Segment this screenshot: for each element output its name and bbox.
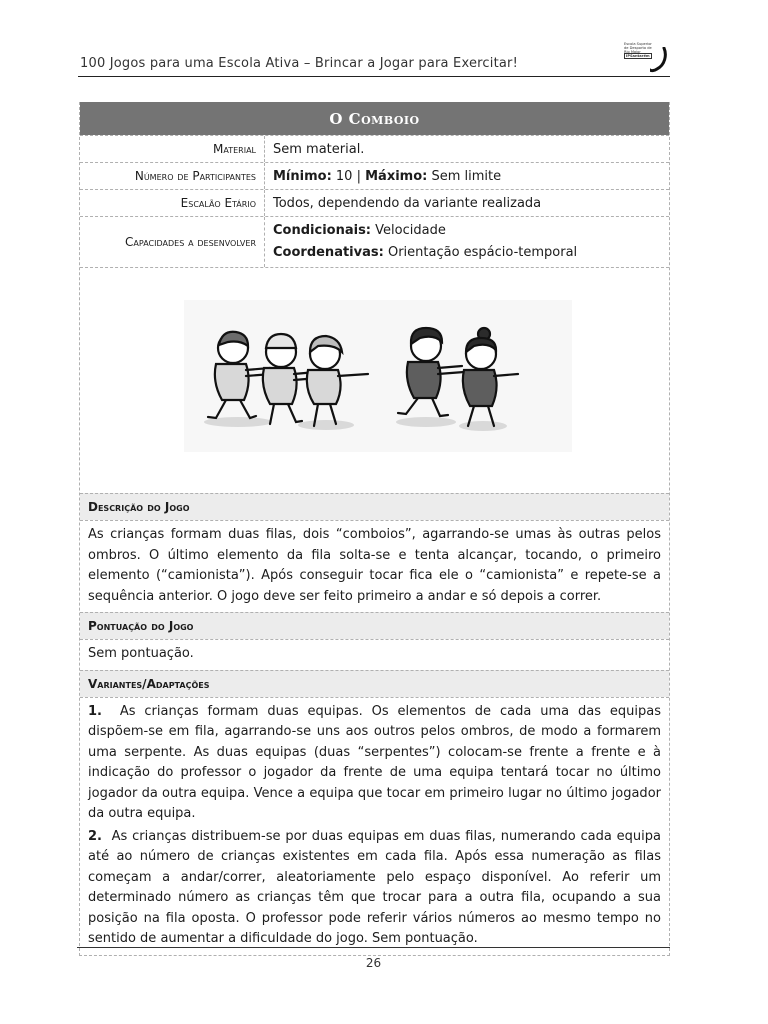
illustration-area (80, 267, 669, 493)
conditional-capacity: Condicionais: Velocidade (273, 223, 446, 238)
description-body (80, 520, 669, 612)
variant-item (88, 827, 661, 950)
material-value: Sem material. (273, 141, 365, 157)
children-train-illustration (178, 290, 578, 460)
variant-number: 1. (88, 703, 102, 719)
participants-label: Número de Participantes (80, 163, 265, 189)
page-number: 26 (365, 956, 382, 970)
variant-item (88, 702, 661, 825)
age-group-label: Escalão Etário (80, 190, 265, 216)
coordinative-capacity: Coordenativas: Orientação espácio-temporal (273, 245, 578, 260)
institution-logo (624, 42, 668, 78)
header-title: 100 Jogos para uma Escola Ativa – Brincar a Jogar para Exercitar! (80, 56, 518, 71)
scoring-text: Sem pontuação. (88, 646, 194, 661)
participants-value: Mínimo: 10 | Máximo: Sem limite (273, 168, 502, 184)
scoring-body (80, 639, 669, 670)
variants-heading: Variantes/Adaptações (80, 670, 669, 697)
logo-swoosh-icon (650, 47, 668, 73)
capacities-value (265, 217, 585, 267)
description-text: As crianças formam duas filas, dois “comboios”, agarrando-se umas às outras pelos ombros. O último elemento da fila solta-se e tenta alcançar, tocando, o primeiro elemento (“camionista”). Após conseguir tocar fica ele o “camionista” e repete-se a sequência anterior. O jogo deve ser feito primeiro a andar e só depois a correr. (88, 527, 661, 604)
variants-body (80, 697, 669, 955)
participants-row (80, 162, 669, 189)
variant-text: As crianças formam duas equipas. Os elementos de cada uma das equipas dispõem-se em fila, agarrando-se uns aos outros pelos ombros, de modo a formarem uma serpente. As duas equipas (duas “serpentes”) colocam-se frente a frente e à indicação do professor o jogador da frente de uma equipa tentará tocar no último jogador da outra equipa. Vence a equipa que tocar em primeiro lugar no último jogador da outra equipa. (88, 703, 661, 821)
age-group-value: Todos, dependendo da variante realizada (273, 195, 542, 211)
capacities-row (80, 216, 669, 267)
game-card (79, 102, 670, 956)
variant-number: 2. (88, 828, 102, 844)
logo-text: Escola Superior de Desporto de Rio Maior IPSantarém (624, 42, 652, 59)
variant-text: As crianças distribuem-se por duas equipas em duas filas, numerando cada equipa até ao número de crianças existentes em cada fila. Após essa numeração as filas começam a andar/correr, aleatoriamente pelo espaço disponível. Ao referir um determinado número as crianças têm que trocar para a outra fila, ocupando a sua posição na fila oposta. O professor pode referir vários números ao mesmo tempo no sentido de aumentar a dificuldade do jogo. Sem pontuação. (88, 828, 661, 946)
game-title: O Comboio (80, 102, 669, 135)
scoring-heading: Pontuação do Jogo (80, 612, 669, 639)
page-footer (77, 947, 670, 970)
capacities-label: Capacidades a desenvolver (80, 217, 265, 267)
material-label: Material (80, 136, 265, 162)
age-group-row (80, 189, 669, 216)
material-row (80, 135, 669, 162)
page-header (78, 42, 670, 77)
description-heading: Descrição do Jogo (80, 493, 669, 520)
